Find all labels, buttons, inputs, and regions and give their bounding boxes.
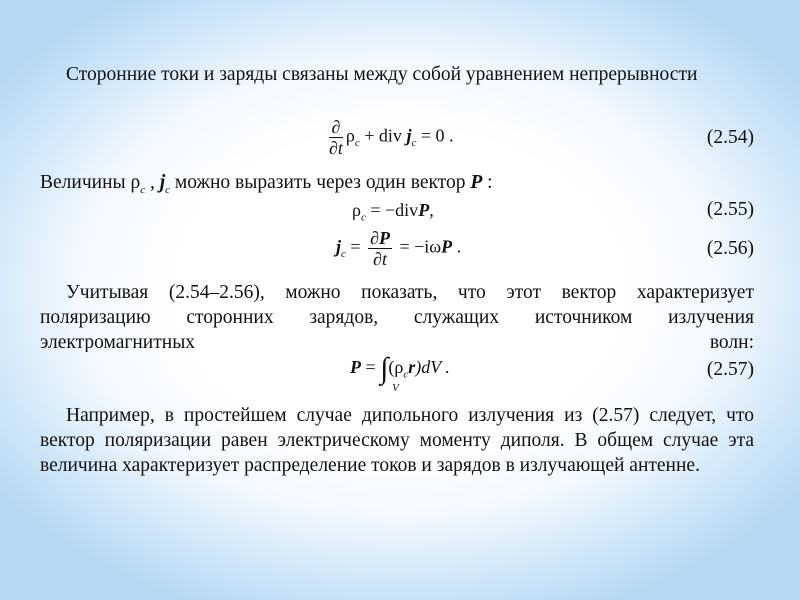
- equation-2-55: $\rho_c$ = −divP,: [352, 200, 434, 224]
- integral-sign: ∫ V: [380, 351, 399, 394]
- paragraph-polarization: Учитывая (2.54–2.56), можно показать, что этот вектор характеризует поляризацию сторонних зарядов, служащих источником излучения электромагнитных волн:: [40, 282, 754, 352]
- equation-2-57: P = ∫ V $(\rho_cr)dV$ .: [350, 351, 450, 394]
- equation-number-2-55: (2.55): [706, 199, 754, 220]
- equation-number-2-57: (2.57): [706, 359, 754, 380]
- equation-2-54: $\frac{\partial}{\partial t}$ $\rho_c$ + div $j_c = 0$ .: [329, 117, 454, 158]
- equation-2-56: $j_c$ = $\frac{\partial P}{\partial t}$ = −iωP .: [336, 228, 462, 269]
- equation-number-2-56: (2.56): [706, 238, 754, 259]
- fraction-d-dt: $\frac{\partial}{\partial t}$: [329, 117, 343, 158]
- paragraph-quantities: Величины $\rho_c$ , $j_c$ можно выразить через один вектор P :: [40, 172, 493, 196]
- paragraph-continuity: Сторонние токи и заряды связаны между собой уравнением непрерывности: [66, 64, 698, 85]
- equation-number-2-54: (2.54): [706, 127, 754, 148]
- fraction-dP-dt: $\frac{\partial P}{\partial t}$: [370, 228, 390, 269]
- paragraph-example: Например, в простейшем случае дипольного излучения из (2.57) следует, что вектор поляризации равен электрическому моменту диполя. В общем случае эта величина характеризует распределение токов и зарядов в излучающей антенне.: [40, 405, 754, 476]
